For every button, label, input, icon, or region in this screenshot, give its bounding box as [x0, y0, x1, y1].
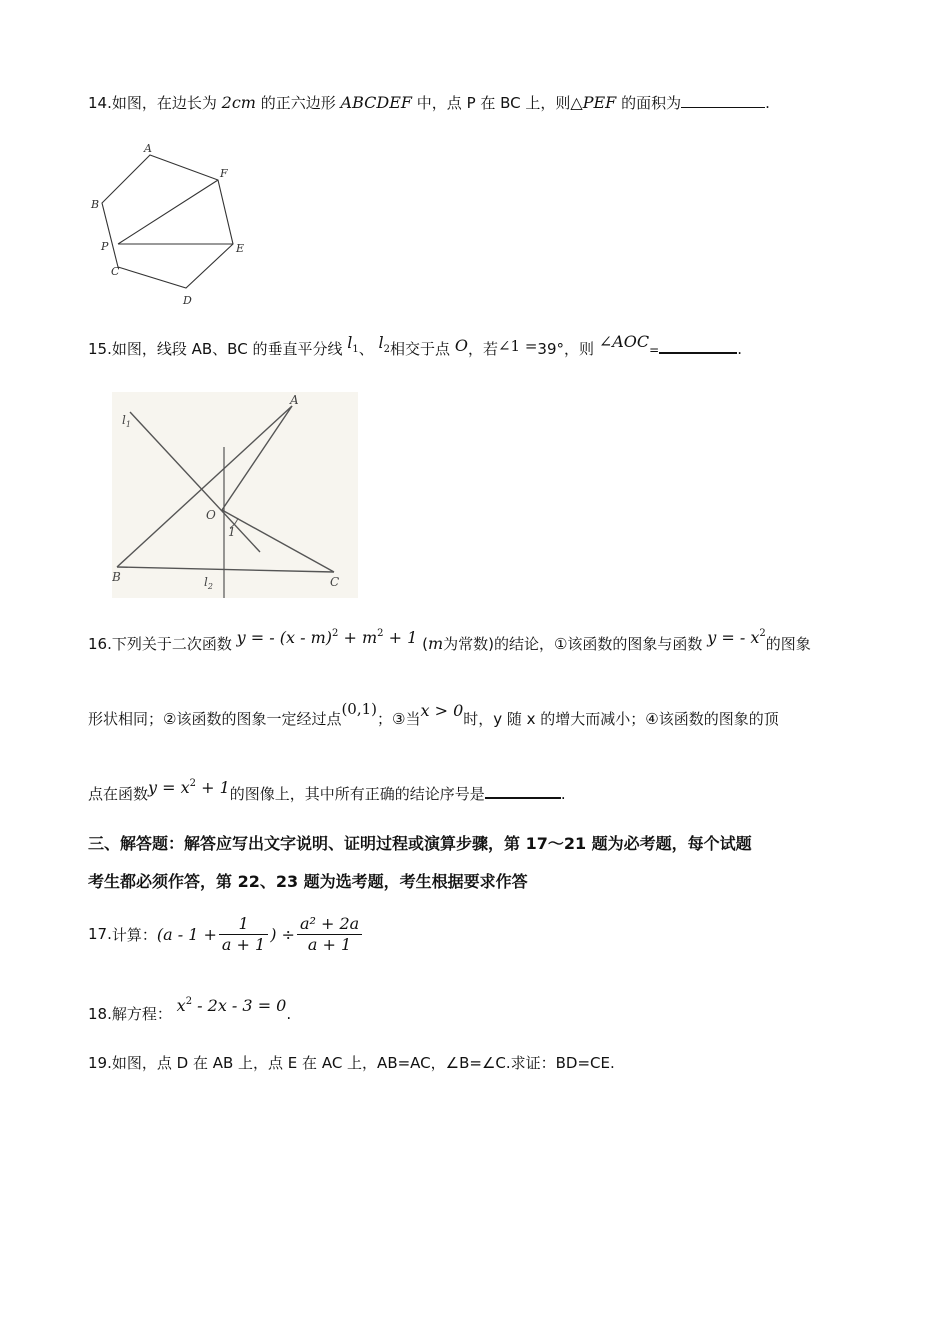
hexagon-figure — [88, 140, 258, 312]
label-f: F — [220, 167, 228, 180]
answer-blank[interactable] — [485, 783, 561, 799]
label-a: A — [290, 393, 299, 407]
fraction-2: $\frac{\text{a² + 2a}}{a + 1}$ — [297, 914, 362, 955]
q14-number: 14. — [88, 94, 112, 112]
label-c: C — [111, 265, 120, 278]
label-e: E — [236, 242, 245, 255]
bisector-figure — [112, 392, 358, 598]
q14-text: 14.如图，在边长为 2cm 的正六边形 ABCDEF 中，点 P 在 BC 上，则△PEF 的面积为 . — [88, 93, 770, 112]
section-heading-line-2: 考生都必须作答，第 22、23 题为选考题，考生根据要求作答 — [88, 872, 528, 891]
label-d: D — [183, 294, 192, 307]
segment-oc — [222, 510, 334, 572]
q16-line-3: 点在函数$y = x^2 + 1$的图像上，其中所有正确的结论序号是 . — [88, 778, 566, 803]
q16-line-2: 形状相同；②该函数的图象一定经过点(0,1)；③当x > 0时，y 随 x 的增大而减小；④该函数的图象的顶 — [88, 700, 779, 728]
q16-line-1: 16.下列关于二次函数 y = - $(x - m)^2 + m^2 + 1$ (m为常数)的结论，①该函数的图象与函数 y = - $x^2$的图象 — [88, 628, 811, 653]
q19-text: 19.如图，点 D 在 AB 上，点 E 在 AC 上，AB=AC，∠B=∠C.求证：BD=CE. — [88, 1054, 615, 1072]
label-a: A — [144, 142, 152, 155]
fraction-1: $\frac{1}{a + 1}$ — [219, 914, 268, 955]
label-l2: $l_2$ — [204, 575, 213, 591]
segment-pf — [118, 180, 218, 244]
label-b: B — [112, 570, 121, 584]
hexagon-outline — [102, 155, 233, 288]
label-b: B — [91, 198, 100, 211]
segment-oa — [222, 406, 292, 510]
label-c: C — [330, 575, 340, 589]
segment-bc — [117, 567, 334, 572]
label-l1: $l_1$ — [122, 413, 131, 429]
label-1: 1 — [228, 525, 236, 539]
label-o: O — [206, 508, 216, 522]
q18-text: 18.解方程： $x^2 - 2x - 3 = 0$. — [88, 996, 292, 1023]
q15-text: 15.如图，线段 AB、BC 的垂直平分线 $l_1$、 $l_2$相交于点 O，若∠1 =39°，则 ∠AOC= . — [88, 332, 742, 358]
label-p: P — [101, 240, 109, 253]
segment-ab — [117, 406, 292, 567]
answer-blank[interactable] — [681, 93, 765, 108]
answer-blank[interactable] — [659, 338, 737, 354]
q17-text: 17. 计算： (a - 1 + $\frac{1}{a + 1}$ ) ÷ $\frac{\text{a² + 2a}}{a + 1}$ — [88, 910, 364, 958]
section-heading-line-1: 三、解答题：解答应写出文字说明、证明过程或演算步骤，第 17～21 题为必考题，每个试题 — [88, 834, 752, 853]
